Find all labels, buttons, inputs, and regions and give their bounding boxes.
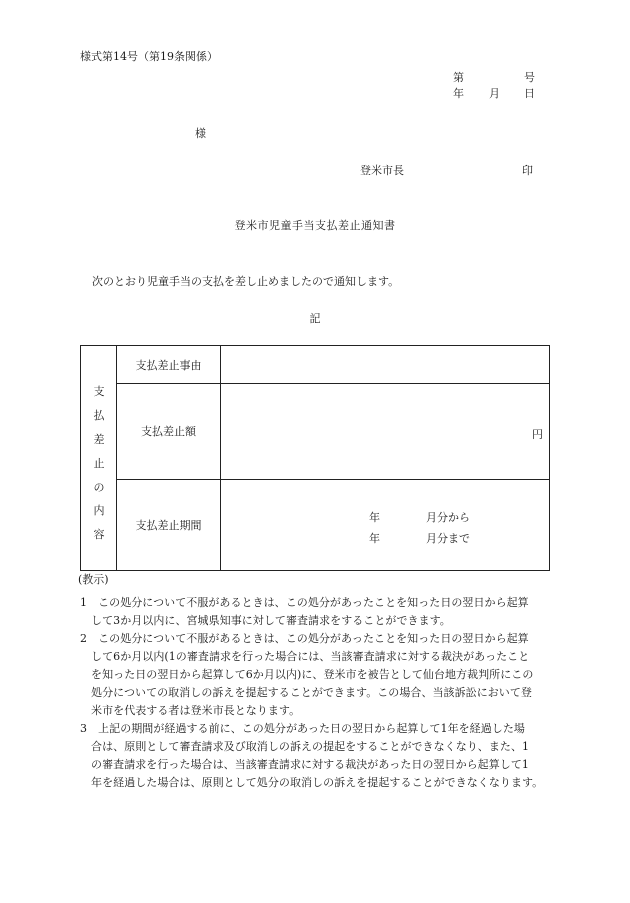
intro-text: 次のとおり児童手当の支払を差し止めましたので通知します。 xyxy=(92,275,400,288)
amount-unit: 円 xyxy=(532,428,543,441)
issuer-name: 登米市長 xyxy=(360,164,404,177)
note-line: 1 この処分について不服があるときは、この処分があったことを知った日の翌日から起算 xyxy=(80,596,529,609)
group-label-char: 差 xyxy=(93,433,105,446)
period-to-month: 月分まで xyxy=(426,532,470,545)
group-label-char: 支 xyxy=(93,385,105,398)
suspension-details-table xyxy=(80,345,550,571)
date-year: 年 xyxy=(453,87,464,100)
row-label-amount xyxy=(117,383,221,479)
date-day: 日 xyxy=(524,87,535,100)
seal-mark: 印 xyxy=(522,164,533,177)
row-label-reason xyxy=(117,346,221,383)
note-line: して6か月以内(1の審査請求を行った場合には、当該審査請求に対する裁決があったこと xyxy=(80,650,530,663)
note-line: して3か月以内に、宮城県知事に対して審査請求をすることができます。 xyxy=(80,614,451,627)
note-line: を知った日の翌日から起算して6か月以内)に、登米市を被告として仙台地方裁判所にこの xyxy=(80,668,534,681)
group-label-char: の xyxy=(93,481,105,494)
note-line: の審査請求を行った場合は、当該審査請求に対する裁決があった日の翌日から起算して1 xyxy=(80,758,529,771)
period-to-year: 年 xyxy=(369,532,380,545)
note-line: 年を経過した場合は、原則として処分の取消しの訴えを提起することができなくなります。 xyxy=(80,776,544,789)
row-label-text: 支払差止額 xyxy=(141,425,196,438)
note-line: 3 上記の期間が経過する前に、この処分があった日の翌日から起算して1年を経過した場 xyxy=(80,722,525,735)
group-label-char: 止 xyxy=(93,457,105,470)
addressee-suffix: 様 xyxy=(195,127,206,140)
note-line: 処分についての取消しの訴えを提起することができます。この場合、当該訴訟において登 xyxy=(80,686,532,699)
group-label-char: 容 xyxy=(93,528,105,541)
notes-heading: (教示) xyxy=(78,573,109,586)
group-label-column xyxy=(81,346,117,570)
row-label-text: 支払差止事由 xyxy=(135,358,202,372)
row-label-text: 支払差止期間 xyxy=(135,518,202,532)
note-line: 2 この処分について不服があるときは、この処分があったことを知った日の翌日から起算 xyxy=(80,632,529,645)
note-line: 米市を代表する者は登米市長となります。 xyxy=(80,704,301,717)
date-month: 月 xyxy=(489,87,500,100)
document-title: 登米市児童手当支払差止通知書 xyxy=(234,219,396,232)
period-from-year: 年 xyxy=(369,511,380,524)
number-prefix: 第 xyxy=(453,71,464,84)
period-from-month: 月分から xyxy=(426,511,470,524)
ki-heading: 記 xyxy=(309,312,321,325)
row-label-period xyxy=(117,479,221,570)
note-line: 合は、原則として審査請求及び取消しの訴えの提起をすることができなくなり、また、1 xyxy=(80,740,530,753)
form-number: 様式第14号（第19条関係） xyxy=(80,50,218,63)
group-label-char: 払 xyxy=(93,409,105,422)
number-suffix: 号 xyxy=(524,71,535,84)
group-label-char: 内 xyxy=(93,504,105,517)
